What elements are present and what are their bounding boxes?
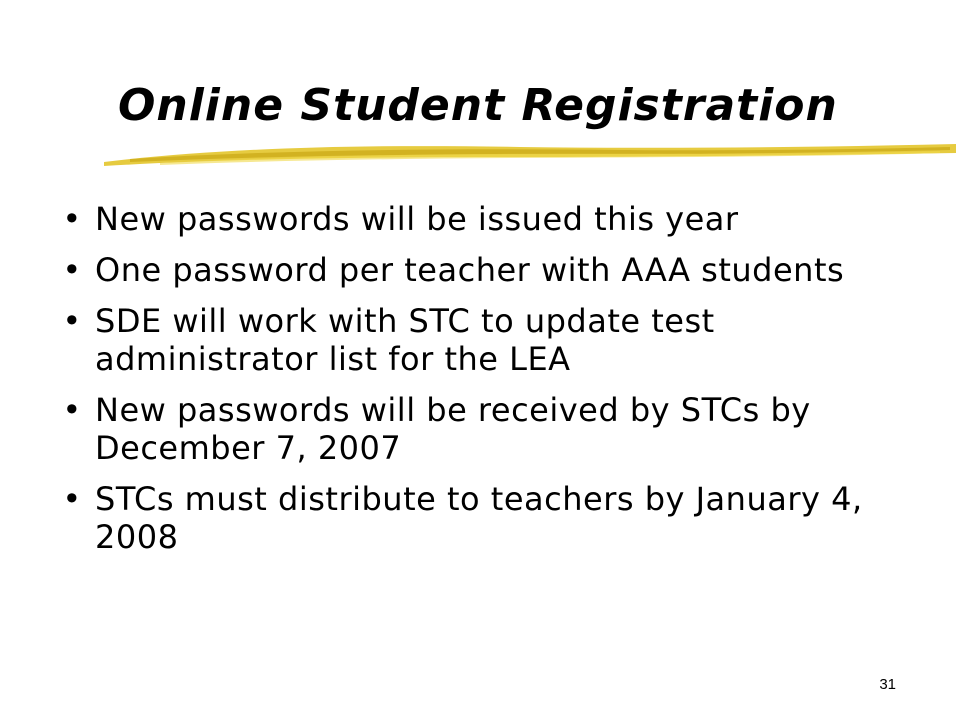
bullet-dot: •	[62, 251, 82, 289]
bullet-item	[58, 391, 918, 467]
title-underline-brushstroke	[100, 138, 960, 168]
bullet-text: New passwords will be issued this year	[95, 200, 739, 238]
bullet-item	[58, 251, 918, 289]
bullet-item	[58, 302, 918, 378]
bullet-text: One password per teacher with AAA students	[95, 251, 845, 289]
slide-title: Online Student Registration	[118, 80, 838, 131]
bullet-dot: •	[62, 302, 82, 340]
bullet-text: STCs must distribute to teachers by January 4, 2008	[95, 480, 863, 556]
bullet-text: New passwords will be received by STCs by December 7, 2007	[95, 391, 811, 467]
bullet-text: SDE will work with STC to update test administrator list for the LEA	[95, 302, 715, 378]
bullet-dot: •	[62, 480, 82, 518]
page-number: 31	[879, 676, 896, 693]
bullet-dot: •	[62, 391, 82, 429]
bullet-item	[58, 200, 918, 238]
bullet-list	[58, 200, 918, 569]
bullet-dot: •	[62, 200, 82, 238]
bullet-item	[58, 480, 918, 556]
